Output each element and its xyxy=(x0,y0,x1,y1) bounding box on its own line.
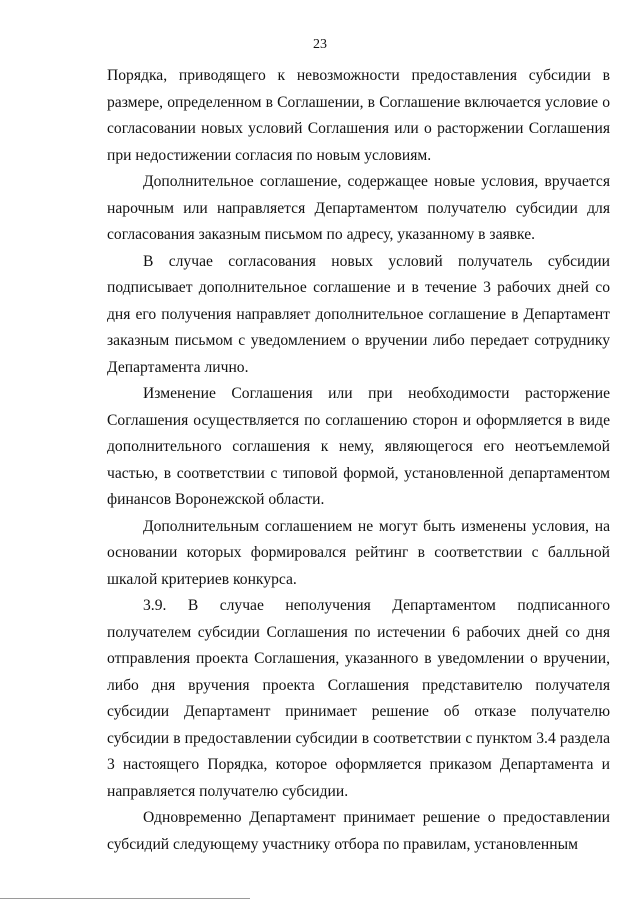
paragraph: Дополнительным соглашением не могут быть изменены условия, на основании которых формировался рейтинг в соответствии с балльной шкалой критериев конкурса. xyxy=(107,517,610,588)
page-number: 23 xyxy=(313,37,327,52)
document-body xyxy=(107,63,610,858)
paragraph: Изменение Соглашения или при необходимости расторжение Соглашения осуществляется по соглашению сторон и оформляется в виде дополнительного соглашения к нему, являющегося его неотъемлемой частью, в соответствии с типовой формой, установленной департаментом финансов Воронежской области. xyxy=(107,385,610,508)
paragraph: 3.9. В случае неполучения Департаментом подписанного получателем субсидии Соглашения по истечении 6 рабочих дней со дня отправления проекта Соглашения, указанного в уведомлении о вручении, либо дня вручения проекта Соглашения представителю получателя субсидии Департамент принимает решение об отказе получателю субсидии в предоставлении субсидии в соответствии с пунктом 3.4 раздела 3 настоящего Порядка, которое оформляется приказом Департамента и направляется получателю субсидии. xyxy=(107,597,610,800)
paragraph: Одновременно Департамент принимает решение о предоставлении субсидий следующему участнику отбора по правилам, установленным xyxy=(107,809,610,853)
paragraph: В случае согласования новых условий получатель субсидии подписывает дополнительное соглашение и в течение 3 рабочих дней со дня его получения направляет дополнительное соглашение в Департамент заказным письмом с уведомлением о вручении либо передает сотруднику Департамента лично. xyxy=(107,252,610,376)
paragraph: Порядка, приводящего к невозможности предоставления субсидии в размере, определенном в Соглашении, в Соглашение включается условие о согласовании новых условий Соглашения или о расторжении Соглашения при недостижении согласия по новым условиям. xyxy=(107,67,610,164)
bottom-scan-line xyxy=(0,898,250,899)
paragraph: Дополнительное соглашение, содержащее новые условия, вручается нарочным или направляется Департаментом получателю субсидии для согласования заказным письмом по адресу, указанному в заявке. xyxy=(107,173,610,243)
